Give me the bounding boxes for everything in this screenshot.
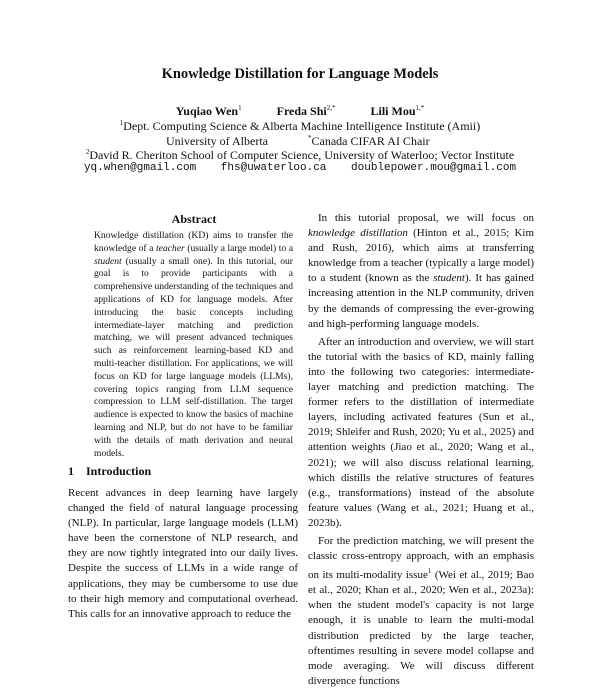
paper-title: Knowledge Distillation for Language Models [161,66,439,82]
author-1: Yuqiao Wen$^1$ [175,104,242,118]
affiliation-cifar: *Canada CIFAR AI Chair [308,134,430,148]
section-heading-introduction: 1 Introduction [68,464,152,478]
email-1[interactable]: yq.when@gmail.com [83,162,197,174]
affiliation-line-1: $^1$Dept. Computing Science & Alberta Machine Intelligence Institute (Amii) [119,119,481,133]
author-list [0,104,600,119]
email-2[interactable]: fhs@uwaterloo.ca [220,162,327,174]
affiliation-line-3: $^2$David R. Cheriton School of Computer Science, University of Waterloo; Vector Institute [85,148,515,162]
introduction-text: Recent advances in deep learning have largely changed the field of natural language processing (NLP). In particular, large language models (LLM) have been the cornerstone of NLP research, and they are now tightly integrated into our daily lives. Despite the success of LLMs in a wide range of applications, they may be cumbersome to use due to their high memory and computational overhead. This calls for an innovative approach to reduce the [68,487,298,620]
author-2: Freda Shi$^{2,*}$ [276,104,336,118]
email-3[interactable]: doublepower.mou@gmail.com [351,162,517,174]
author-emails [0,162,600,174]
right-column-text [308,211,534,689]
abstract-heading: Abstract [171,212,217,226]
author-3: Lili Mou$^{1,*}$ [370,104,425,118]
paragraph-kd-basics: After an introduction and overview, we will start the tutorial with the basics of KD, mainly falling into the following two categories: intermediate-layer matching and prediction matching. The former refers to the distillation of intermediate layers, including activated features (Sun et al., 2019; Shleifer and Rush, 2020; Yu et al., 2025) and attention weights (Jiao et al., 2020; Wang et al., 2021); we will also discuss relational learning, which distills the relative structures of features (e.g., transformations) instead of the absolute feature values (Wang et al., 2021; Huang et al., 2023b). [308,335,534,529]
paragraph-prediction-matching: For the prediction matching, we will present the classic cross-entropy approach, with an emphasis on its multi-modality issue$^1$ (Wei et al., 2019; Bao et al., 2020; Khan et al., 2020; Wen et al., 2023a): when the student model's capacity is not large enough, it is unable to learn the multi-modal distribution predicted by the large teacher, oftentimes resulting in severe model collapse and mode averaging. We will discuss different divergence functions [308,534,535,687]
abstract-text: Knowledge distillation (KD) aims to transfer the knowledge of a teacher (usually a large model) to a student (usually a small one). In this tutorial, our goal is to provide participants with a comprehensive understanding of the techniques and applications of KD for language models. After introducing the basic concepts including intermediate-layer matching and prediction matching, we will present advanced techniques such as reinforcement learning-based KD and multi-teacher distillation. For applications, we will focus on KD for large language models (LLMs), covering topics ranging from LLM sequence compression to LLM self-distillation. The target audience is expected to know the basics of machine learning and NLP, but do not have to be familiar with the details of math derivation and neural models. [94,230,294,459]
affiliation-alberta: University of Alberta [166,134,268,148]
paragraph-tutorial-focus: In this tutorial proposal, we will focus on knowledge distillation (Hinton et al., 2015; Kim and Rush, 2016), which aims at transferring knowledge from a teacher (typically a large model) to a student (known as the student). It has gained increasing attention in the NLP community, driven by the demands of compressing the ever-growing and high-performing language models. [308,212,535,330]
